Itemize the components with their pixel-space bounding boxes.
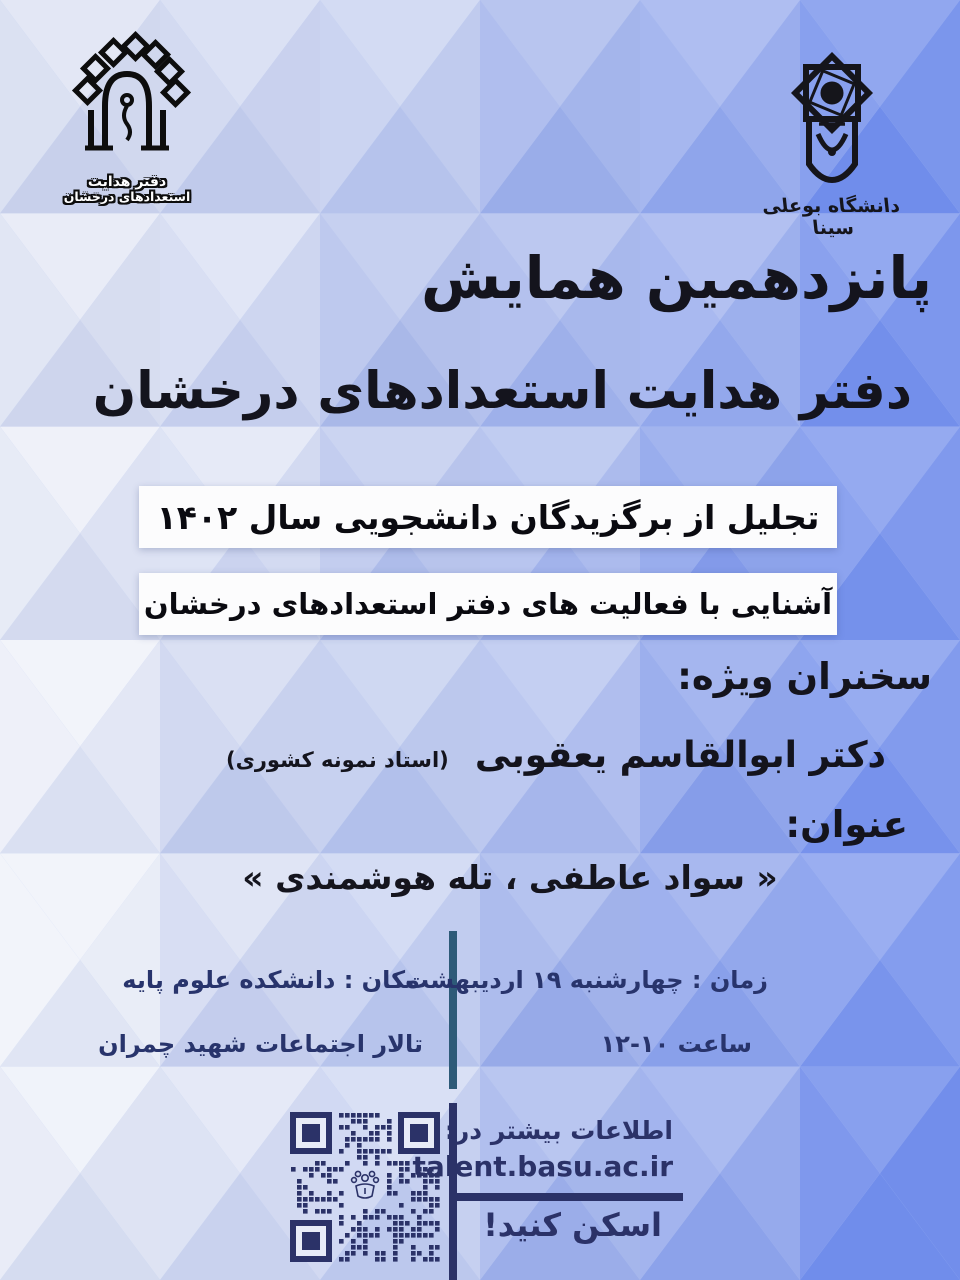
talent-office-caption — [52, 174, 202, 204]
scan-label: اسکن کنید! — [483, 1206, 662, 1244]
poster-subtitle: دفتر هدایت استعدادهای درخشان — [92, 362, 912, 421]
event-date: زمان : چهارشنبه ۱۹ اردیبهشت — [404, 966, 768, 994]
talent-office-caption-line2: استعدادهای درخشان — [63, 189, 191, 205]
talk-title-label: عنوان: — [785, 803, 908, 846]
speaker-label: سخنران ویژه: — [677, 655, 932, 698]
website-url: talent.basu.ac.ir — [412, 1150, 673, 1183]
talent-office-logo — [52, 30, 202, 204]
talk-title: « سواد عاطفی ، تله هوشمندی » — [242, 858, 778, 897]
qr-code — [290, 1112, 442, 1264]
info-divider — [449, 931, 457, 1089]
more-info-label: اطلاعات بیشتر در: — [444, 1116, 673, 1145]
footer-divider-horizontal — [453, 1193, 683, 1201]
banner-office-activities: آشنایی با فعالیت های دفتر استعدادهای درخشان — [139, 573, 837, 635]
event-hall: تالار اجتماعات شهید چمران — [98, 1030, 423, 1058]
speaker-name: دکتر ابوالقاسم یعقوبی — [474, 735, 886, 776]
university-emblem — [757, 48, 907, 193]
banner-honoring-students: تجلیل از برگزیدگان دانشجویی سال ۱۴۰۲ — [139, 486, 837, 548]
event-place: مکان : دانشکده علوم پایه — [122, 966, 420, 994]
poster-title: پانزدهمین همایش — [421, 244, 932, 312]
talent-office-caption-line1: دفتر هدایت — [87, 174, 167, 190]
university-logo — [742, 48, 922, 239]
speaker-note: (استاد نمونه کشوری) — [226, 748, 449, 772]
event-time: ساعت ۱۰-۱۲ — [600, 1030, 752, 1058]
university-name: دانشگاه بوعلی سینا — [760, 195, 901, 239]
talent-office-emblem — [61, 30, 193, 180]
